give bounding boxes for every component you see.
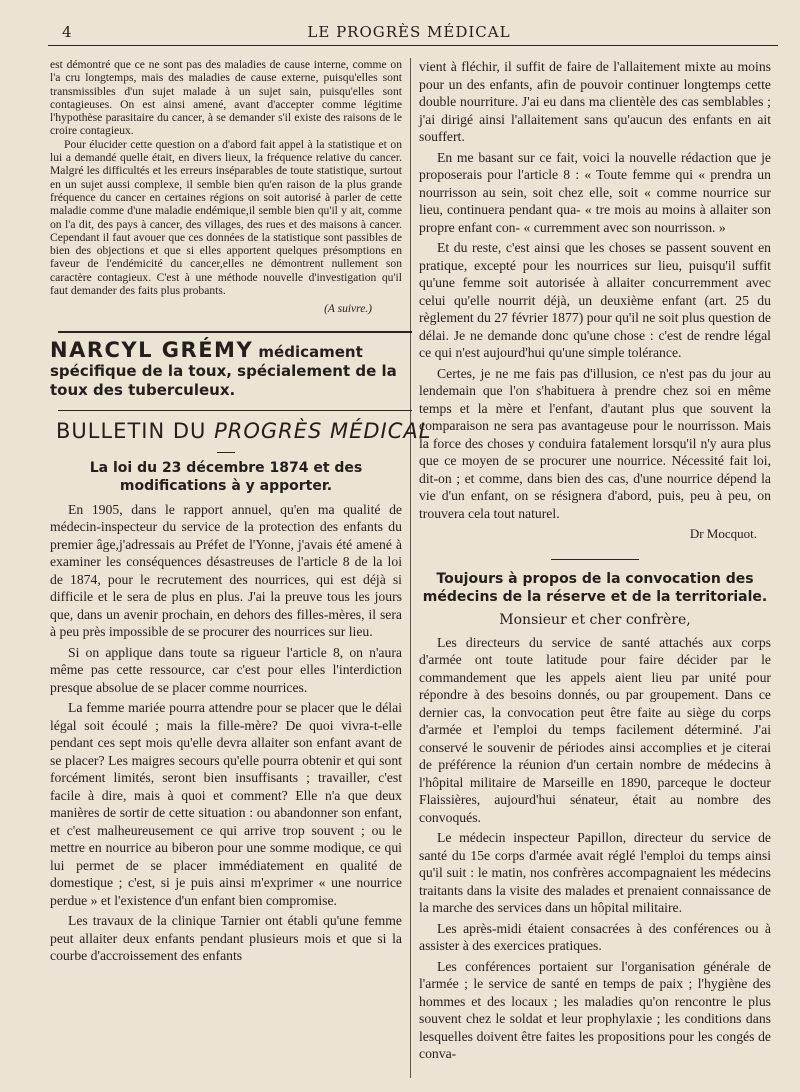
short-dash [217,452,235,453]
paragraph: Le médecin inspecteur Papillon, directeur du service de santé du 15e corps d'armée avait réglé l'emploi du temps ainsi qu'il suit : le matin, nos confrères accompagnaient les médecins traitants dans la visite des malades et prenaient connaissance de la marche des services dans un hôpital militaire. [419,830,771,915]
paragraph: Les conférences portaient sur l'organisation générale de l'armée ; le service de santé en temps de paix ; l'hygiène des hommes et des locaux ; les maladies qu'on rencontre le plus souvent chez le soldat et leur prophylaxie ; les conditions dans lesquelles doivent être faites les propositions pour les congés de conva- [419,958,771,1061]
paragraph: Les travaux de la clinique Tarnier ont établi qu'une femme peut allaiter deux enfants pendant plusieurs mois et que si la courbe d'accroissement des enfants [50,913,402,964]
article-title: Toujours à propos de la convocation des médecins de la réserve et de la territoriale. [422,570,768,605]
bulletin-heading-part: BULLETIN DU [56,418,215,443]
article-body [50,501,402,965]
paragraph: La femme mariée pourra attendre pour se placer que le délai légal soit écoulé ; mais la fille-mère? De quoi vivra-t-elle pendant ces sept mois qu'elle devra allaiter son enfant avant de se placer? Les maigres secours qu'elle pourra obtenir et qui sont forcément limités, seront bien insuffisants ; travailler, c'est facile à dire, mais à quoi et comment? Elle n'a que deux manières de sortir de cette situation : ou abandonner son enfant, et c'est malheureusement ce qui arrive trop souvent ; ou le mettre en nourrice au biberon pour une somme modique, ce qui lui permet de se placer immédiatement en qualité de domestique ; c'est, si je puis ainsi m'exprimer « une nourrice perdue » et l'existence d'un enfant bien compromise. [50,700,402,908]
salutation: Monsieur et cher confrère, [499,611,691,628]
ad-brand: NARCYL GRÉMY [50,337,254,362]
left-column [50,58,432,968]
column-divider [410,58,411,1078]
page-number: 4 [62,23,72,41]
paragraph: Pour élucider cette question on a d'abord fait appel à la statistique et on lui a demandé quelle était, en divers lieux, la fréquence relative du cancer. Malgré les difficultés et les erreurs inséparables de toute statistique, surtout en un sujet aussi complexe, il semble bien qu'en raison de la plus grande fréquence du cancer en certaines régions on soit autorisé à parler de cette maladie comme d'une maladie endémique,il semble bien qu'il y ait, comme on l'a dit, des pays à cancer, des villages, des rues et des maisons à cancer. Cependant il faut avouer que ces données de la statistique sont passibles de bien des objections et que si elles apportent quelques présomptions en faveur de l'endémicité du cancer,elles ne démontrent nullement son caractère contagieux. C'est à une méthode nouvelle d'investigation qu'il faut demander des faits plus probants. [50,137,402,298]
journal-title: LE PROGRÈS MÉDICAL [307,23,511,41]
to-be-continued: (A suivre.) [324,303,372,316]
section-rule [58,410,412,411]
section-rule [58,331,412,333]
paragraph: Et du reste, c'est ainsi que les choses se passent souvent en pratique, excepté pour les nourrices sur lieu, puisqu'il suffit qu'une femme soit autorisée à allaiter concurremment avec celui qu'elle nourrit déjà, un deuxième enfant (art. 25 du règlement du 27 février 1877) pour qu'il ne soit plus question de délai. Je ne demande donc qu'une chose : c'est de rendre légal ce qui n'est aujourd'hui qu'une simple tolérance. [419,240,771,360]
paragraph: est démontré que ce ne sont pas des maladies de cause interne, comme on l'a cru longtemps, mais des maladies de cause externe, puisqu'elles sont transmissibles d'un sujet malade à un sujet sain, puisqu'elles sont contagieuses. On est ainsi amené, avant d'accepter comme légitime l'hypothèse parasitaire du cancer, à se demander s'il existe des raisons de le croire contagieux. [50,58,402,138]
running-header [48,20,770,42]
right-column [419,58,771,1066]
paragraph: En me basant sur ce fait, voici la nouvelle rédaction que je proposerais pour l'article 8 : « Toute femme qui « prendra un nourrisson au sein, soit chez elle, soit « comme nourrice sur lieu, continuera pendant qua- « tre mois au moins à allaiter son propre enfant con- « curremment avec son nourrisson. » [419,149,771,235]
advertisement [50,337,402,400]
paragraph: Les directeurs du service de santé attachés aux corps d'armée ont toute latitude pour faire décider par le commandement que les appels aient lieu par unité pour répondre à des besoins donnés, ou par groupement. Dans ce dernier cas, la convocation peut être faite au siège du corps d'armée et l'emploi du temps facilement déterminé. J'ai conservé le souvenir de périodes ainsi accomplies et je citerai de préférence la réunion d'un certain nombre de médecins à l'hôpital militaire de Marseille en 1890, parceque le docteur Flaissières, aujourd'hui sénateur, était au nombre des convoqués. [419,634,771,825]
bulletin-heading [56,418,432,443]
article-title: La loi du 23 décembre 1874 et des modifications à y apporter. [89,459,363,494]
letter-body [419,634,771,1063]
ad-text: médicament spécifique de la toux, spécialement de la toux des tuberculeux. [50,342,397,399]
bulletin-heading-italic: PROGRÈS MÉDICAL [214,418,432,443]
paragraph: Les après-midi étaient consacrées à des conférences ou à assister à des exercices pratiques. [419,920,771,953]
section-rule [551,559,639,560]
signature: Dr Mocquot. [689,526,757,541]
paragraph: vient à fléchir, il suffit de faire de l'allaitement mixte au moins pour un des enfants, afin de pouvoir continuer longtemps cette double nourriture. J'ai eu dans ma clientèle des cas semblables ; j'ai dirigé ainsi l'allaitement sans qu'aucun des enfants en ait souffert. [419,59,771,144]
article-body-continued [419,58,771,543]
paragraph: Certes, je ne me fais pas d'illusion, ce n'est pas du jour au lendemain que l'on s'habituera à prendre chez soi en même temps et la mère et l'enfant, d'autant plus que souvent la comparaison ne sera pas avantageuse pour le nourrisson. Mais la force des choses y conduira fatalement lorsqu'il n'y aura plus que ce moyen de se procurer une nourrice. Nécessité fait loi, dit-on ; et comme, dans bien des cas, d'une nourrice dépend la vie d'un enfant, on se résignera d'abord, puis, peu à peu, on trouvera cela tout naturel. [419,365,771,521]
paragraph: Si on applique dans toute sa rigueur l'article 8, on n'aura même pas cette ressource, car c'est pour elles l'interdiction presque absolue de se placer comme nourrices. [50,644,402,695]
header-rule [48,45,778,46]
continued-article [50,58,402,317]
paragraph: En 1905, dans le rapport annuel, qu'en ma qualité de médecin-inspecteur du service de la protection des enfants du premier âge,j'adressais au Préfet de l'Yonne, j'avais été amené à examiner les conséquences désastreuses de l'article 8 de la loi de 1874, pour le recrutement des nourrices, qui est déjà si difficile et le sera de plus en plus. J'ai la preuve tous les jours que, dans un avenir prochain, en dehors des filles-mères, il sera à peu près impossible de se procurer des nourrices sur lieu. [50,501,402,640]
